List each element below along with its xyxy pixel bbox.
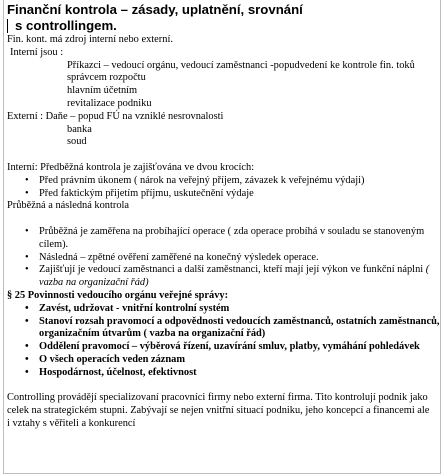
list-item-text: Zajišťují je vedoucí zaměstnanci a další zaměstnanci, kteří mají její výkon ve funkční náplni	[39, 264, 424, 276]
document-page	[3, 0, 441, 474]
section25-heading: § 25 Povinnosti vedoucího orgánu veřejné správy:	[7, 289, 229, 301]
external-item: banka	[67, 123, 92, 135]
external-heading: Externí : Daňe – popud FÚ na vzniklé nesrovnalosti	[7, 110, 224, 122]
list-item-text: Oddělení pravomocí – výběrová řízení, uzavírání smluv, platby, vymáhání pohledávek	[39, 341, 420, 353]
intro-text: Fin. kont. má zdroj interní nebo externí.	[7, 34, 173, 45]
list-item	[7, 303, 440, 316]
two-steps-list	[7, 175, 440, 201]
list-item-italic: ( vazba na organizační řád)	[39, 264, 430, 289]
list-item	[7, 264, 440, 290]
preliminary-list	[7, 226, 440, 290]
list-item-text: Následná – zpětné ověření zaměřené na konečný výsledek operace.	[39, 251, 319, 263]
internal-two-steps-text: Interní: Předběžná kontrola je zajišťována ve dvou krocích:	[7, 161, 255, 173]
document-title	[7, 2, 440, 34]
bullet-icon: •	[25, 366, 29, 378]
bullet-icon: •	[25, 353, 29, 365]
blank-line	[7, 149, 440, 162]
section25-list	[7, 303, 440, 380]
internal-heading: Interní jsou :	[10, 46, 64, 58]
list-item-text: O všech operacích veden záznam	[39, 353, 186, 365]
list-item	[7, 252, 440, 265]
title-line-2-text: s controllingem.	[15, 18, 117, 33]
list-item	[7, 188, 440, 201]
list-item	[7, 316, 440, 342]
list-item	[7, 175, 440, 188]
blank-line	[7, 213, 440, 226]
external-item: soud	[67, 136, 87, 148]
list-item-text: Zavést, udržovat - vnitřní kontrolní systém	[39, 302, 230, 314]
list-item-text: Hospodárnost, účelnost, efektivnost	[39, 366, 197, 378]
bullet-icon: •	[25, 251, 29, 263]
list-item	[7, 226, 440, 252]
list-item	[7, 341, 440, 354]
internal-item: hlavním účetním	[67, 85, 138, 97]
preliminary-heading: Průběžná a následná kontrola	[7, 200, 130, 212]
bullet-icon: •	[25, 174, 29, 186]
blank-line	[7, 380, 440, 393]
internal-item: revitalizace podniku	[67, 97, 152, 109]
internal-item: Příkazci – vedoucí orgánu, vedoucí zaměstnanci -popudvedení ke kontrole fin. toků	[67, 59, 415, 71]
text-cursor	[7, 19, 8, 33]
list-item-text: Stanoví rozsah pravomocí a odpovědnosti vedoucích zaměstnanců, ostatních zaměstnanců, organizačním útvarům ( vazba na organizační řád)	[39, 315, 440, 340]
bullet-icon: •	[25, 315, 29, 327]
title-line-2	[7, 18, 440, 34]
internal-item: správcem rozpočtu	[67, 72, 146, 84]
closing-paragraph: Controlling provádějí specializovaní pracovníci firmy nebo externí firma. Tito kontrolují podnik jako celek na strategickém stupni. Zabývají se nejen vnitřní situací podniku, jeho koncepcí a financemi ale i vztahy s věřiteli a konkurencí	[7, 392, 430, 429]
title-line-1: Finanční kontrola – zásady, uplatnění, srovnání	[7, 2, 303, 17]
list-item-text: Před faktickým přijetím příjmu, uskutečnění výdaje	[39, 187, 254, 199]
bullet-icon: •	[25, 225, 29, 237]
list-item	[7, 367, 440, 380]
list-item-text: Průběžná je zaměřena na probíhající operace ( zda operace probíhá v souladu se stanoveným cílem).	[39, 225, 425, 250]
bullet-icon: •	[25, 264, 29, 276]
bullet-icon: •	[25, 341, 29, 353]
bullet-icon: •	[25, 302, 29, 314]
bullet-icon: •	[25, 187, 29, 199]
list-item-text: Před právním úkonem ( nárok na veřejný příjem, závazek k veřejnému výdaji)	[39, 174, 365, 186]
list-item	[7, 354, 440, 367]
